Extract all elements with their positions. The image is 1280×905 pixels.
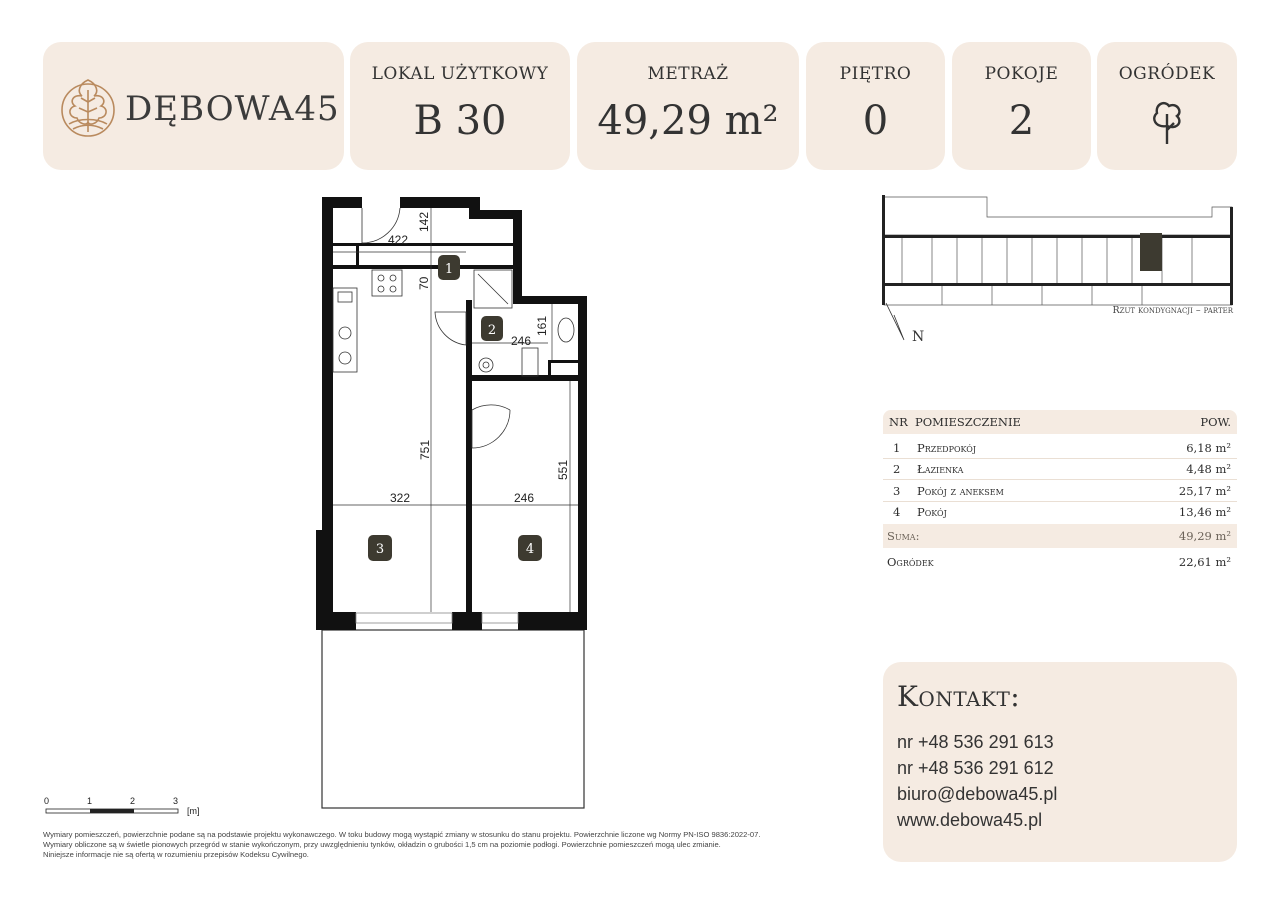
rooms-card — [952, 42, 1091, 170]
keyplan-unit-highlight — [1140, 233, 1162, 271]
garden-label: OGRÓDEK — [1118, 64, 1216, 84]
garden-row-label: Ogródek — [887, 555, 934, 569]
area-label: METRAŻ — [647, 64, 729, 84]
table-row: 3 Pokój z aneksem 25,17 m² — [883, 479, 1237, 502]
unit-label: LOKAL UŻYTKOWY — [371, 64, 549, 84]
key-plan — [882, 195, 1238, 350]
area-value: 49,29 m² — [597, 98, 779, 144]
floor-plan — [300, 190, 600, 815]
dim-161: 161 — [535, 315, 549, 336]
sum-area: 49,29 m² — [1178, 529, 1231, 543]
rooms-label: POKOJE — [984, 64, 1059, 84]
dim-246-room: 246 — [514, 491, 535, 505]
floor-card — [806, 42, 945, 170]
table-garden-row — [883, 550, 1237, 572]
unit-value: B 30 — [413, 98, 507, 144]
floor-label: PIĘTRO — [839, 64, 912, 84]
area-card — [577, 42, 799, 170]
disclaimer — [43, 830, 873, 860]
brand-name: DĘBOWA45 — [125, 89, 340, 129]
rooms-value: 2 — [1008, 98, 1035, 144]
dim-246-bath: 246 — [511, 334, 532, 348]
table-row: 2 Łazienka 4,48 m² — [883, 457, 1237, 480]
scale-tick-2: 2 — [130, 796, 136, 806]
contact-phone-1[interactable]: nr +48 536 291 613 — [897, 732, 1054, 752]
col-nr: NR — [889, 415, 908, 429]
garden-area — [322, 630, 584, 808]
scale-tick-0: 0 — [44, 796, 50, 806]
dim-751: 751 — [418, 439, 432, 460]
dim-422: 422 — [388, 233, 409, 247]
disclaimer-line-1: Wymiary pomieszczeń, powierzchnie podane są na podstawie projektu wykonawczego. W toku budowy mogą wystąpić zmiany w stosunku do stanu projektu. Powierzchnie liczone wg Normy PN-ISO 9836:2022-07. — [43, 830, 761, 839]
contact-email-link[interactable]: biuro@debowa45.pl — [897, 784, 1058, 804]
col-area: POW. — [1200, 415, 1231, 429]
scale-bar-graphic — [43, 795, 213, 825]
disclaimer-line-2: Wymiary obliczone są w świetle pionowych przegród w stanie wykończonym, przy uwzględnieniu tynków, okładzin o grubości 1,5 cm na poziomie podłogi. Powierzchnie pomieszczeń mogą ulec zmianie. — [43, 840, 721, 849]
logo-card — [43, 42, 344, 170]
garden-row-area: 22,61 m² — [1178, 555, 1231, 569]
dim-70: 70 — [417, 276, 431, 290]
contact-title: Kontakt: — [897, 680, 1021, 713]
room-badge-1: 1 — [444, 262, 454, 277]
unit-card — [350, 42, 570, 170]
oak-leaf-logo-icon — [57, 72, 119, 138]
room-badge-2: 2 — [487, 323, 497, 338]
north-arrow-label: N — [912, 329, 925, 345]
dim-551: 551 — [556, 459, 570, 480]
room-badge-3: 3 — [375, 542, 385, 557]
table-sum-row — [883, 524, 1237, 548]
scale-tick-1: 1 — [87, 796, 93, 806]
disclaimer-line-3: Niniejsze informacje nie są ofertą w rozumieniu przepisów Kodeksu Cywilnego. — [43, 850, 309, 859]
table-row: 1 Przedpokój 6,18 m² — [883, 436, 1237, 459]
col-name: POMIESZCZENIE — [915, 415, 1021, 429]
dim-322: 322 — [390, 491, 411, 505]
table-header — [883, 410, 1237, 434]
room-badge-4: 4 — [525, 542, 535, 557]
tree-icon — [1147, 98, 1187, 148]
contact-phone-2[interactable]: nr +48 536 291 612 — [897, 758, 1054, 778]
keyplan-caption: Rzut kondygnacji – parter — [1112, 305, 1233, 316]
contact-website-link[interactable]: www.debowa45.pl — [897, 810, 1043, 830]
contact-card — [883, 662, 1237, 862]
floor-value: 0 — [862, 98, 889, 144]
sum-label: Suma: — [887, 529, 920, 543]
table-row: 4 Pokój 13,46 m² — [893, 505, 1231, 519]
scale-bar — [43, 795, 213, 827]
scale-unit: [m] — [187, 806, 200, 816]
scale-tick-3: 3 — [173, 796, 179, 806]
garden-card — [1097, 42, 1237, 170]
dim-142: 142 — [417, 211, 431, 232]
